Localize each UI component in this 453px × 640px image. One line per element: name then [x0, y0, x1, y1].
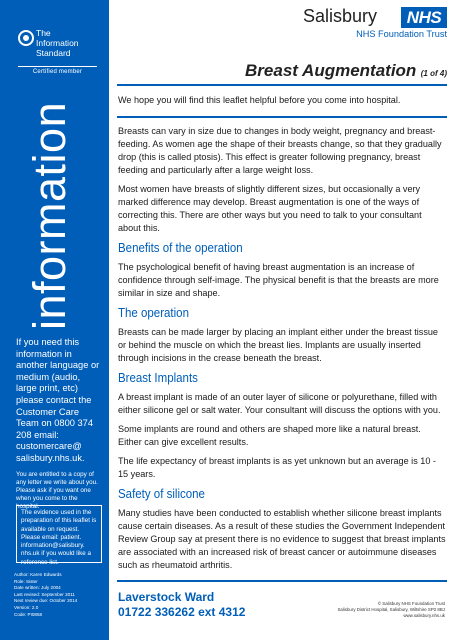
meta-role: Role: Sister: [14, 578, 38, 584]
entitled-text: You are entitled to a copy of any letter we write about you. Please ask if you want one when you come to the hospital.: [16, 470, 98, 511]
ward-phone: 01722 336262 ext 4312: [118, 605, 246, 619]
help-text: If you need this information in another language or medium (audio, large print, etc) please contact the Customer Care Team on 0800 374 208 email: customercare@ salisbury.nhs.uk.: [16, 337, 100, 463]
accessibility-info: [16, 337, 102, 512]
paragraph: The life expectancy of breast implants is as yet unknown but an average is 10 - 15 years.: [118, 456, 436, 479]
ward-contact: [118, 590, 245, 620]
badge-line-3: Standard: [36, 48, 71, 58]
information-standard-badge: [18, 28, 97, 82]
org-name: Salisbury: [303, 6, 378, 26]
meta-last-revised: Last revised: September 2011: [14, 591, 75, 597]
heading-benefits: Benefits of the operation: [118, 241, 243, 255]
ward-name: Laverstock Ward: [118, 590, 215, 604]
paragraph: Some implants are round and others are shaped more like a natural breast. Either can give excellent results.: [118, 424, 421, 447]
vertical-information-heading: information: [24, 101, 75, 330]
top-divider: [117, 84, 447, 86]
footer-divider: [117, 580, 447, 582]
meta-version: Version: 2.0: [14, 604, 39, 610]
title-text: Breast Augmentation: [245, 61, 417, 80]
document-meta: [14, 572, 104, 618]
badge-line-1: The: [36, 28, 51, 38]
main-content: [118, 125, 446, 578]
sidebar: [0, 0, 109, 640]
paragraph: The psychological benefit of having breast augmentation is an increase of confidence through self-image. The physical benefit is that the breasts are more similar in size and shape.: [118, 262, 439, 298]
heading-implants: Breast Implants: [118, 371, 198, 385]
heading-safety: Safety of silicone: [118, 487, 205, 501]
badge-certified-member: Certified member: [18, 66, 97, 75]
information-standard-logo-icon: [18, 30, 34, 46]
page-count: (1 of 4): [420, 69, 447, 78]
paragraph: Most women have breasts of slightly different sizes, but occasionally a very marked difference may develop. Breast augmentation is one of the ways of correcting this. There are other ways but you need to talk to your consultant about this.: [118, 184, 422, 233]
page-title: [245, 61, 447, 81]
intro-text: We hope you will find this leaflet helpful before you come into hospital.: [118, 95, 401, 105]
intro-divider: [117, 116, 447, 118]
website: www.salisbury.nhs.uk: [403, 613, 445, 618]
meta-date-written: Date written: July 2004: [14, 585, 61, 591]
paragraph: Many studies have been conducted to establish whether silicone breast implants cause certain diseases. As a result of these studies the Government Independent Review Group say at present there is no evidence to suggest that breast implants are associated with an increased risk of breast cancer or autoimmune diseases such as rheumatoid arthritis.: [118, 508, 446, 570]
hospital-address: Salisbury District Hospital, Salisbury, Wiltshire SP2 8BJ: [337, 607, 445, 612]
evidence-box: The evidence used in the preparation of this leaflet is available on request. Please email: patient. information@salisbury. nhs.uk if you would like a reference list.: [16, 505, 102, 563]
paragraph: Breasts can be made larger by placing an implant either under the breast tissue or behind the muscle on which the breast lies. Implants are usually inserted through incisions in the crease beneath the breast.: [118, 327, 438, 363]
copyright: © Salisbury NHS Foundation Trust: [377, 601, 445, 606]
paragraph: A breast implant is made of an outer layer of silicone or polyurethane, filled with either silicone gel or salt water. Your consultant will discuss the options with you.: [118, 392, 441, 415]
trust-brand: [251, 5, 447, 55]
meta-code: Code: PI0858: [14, 611, 43, 617]
footer-address: [277, 601, 445, 619]
paragraph: Breasts can vary in size due to changes in body weight, pregnancy and breast-feeding. As women age the shape of their breasts change, so that they gradually drop (this is called ptosis). This effect is greater following pregnancy, breast feeding and particularly after a large weight loss.: [118, 126, 442, 175]
meta-next-review: Next review due: October 2014: [14, 598, 78, 604]
badge-line-2: Information: [36, 38, 79, 48]
heading-operation: The operation: [118, 306, 189, 320]
nhs-logo: NHS: [401, 7, 447, 28]
trust-name: NHS Foundation Trust: [356, 29, 447, 39]
meta-author: Author: Karen Edwards: [14, 572, 62, 577]
